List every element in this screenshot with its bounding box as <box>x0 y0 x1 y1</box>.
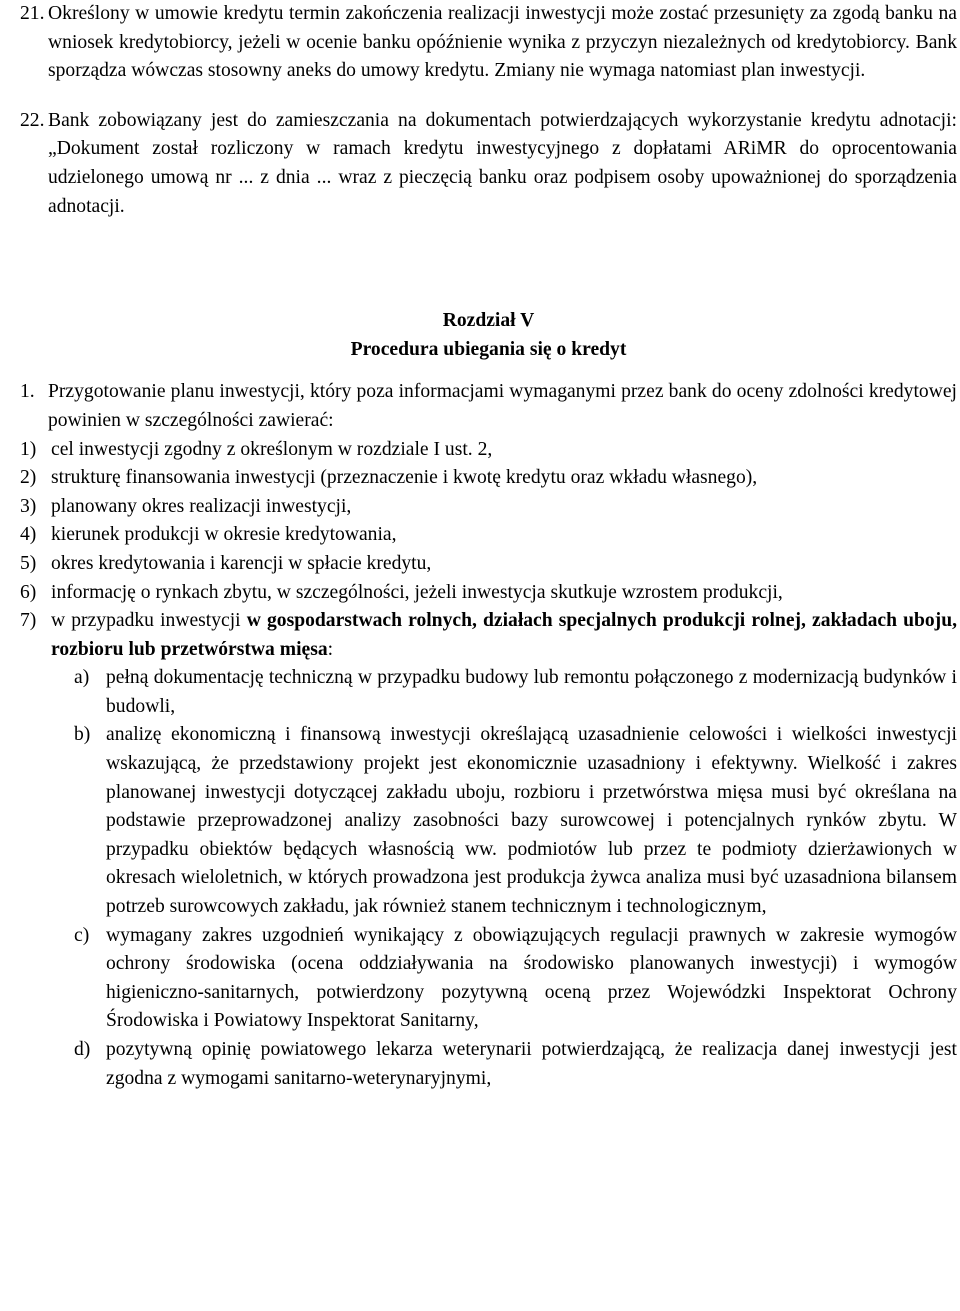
item-label: 5) <box>20 552 37 574</box>
chapter-title: Procedura ubiegania się o kredyt <box>350 338 627 360</box>
paragraph-22 <box>20 107 957 221</box>
item-text: wymagany zakres uzgodnień wynikający z obowiązujących regulacji prawnych w zakresie wymogów ochrony środowiska (ocena oddziaływania na środowisko planowanych inwestycji) i wymogów higieniczno-sanitarnych, potwierdzony pozytywną oceną przez Wojewódzki Inspektorat Ochrony Środowiska i Powiatowy Inspektorat Sanitarny, <box>106 924 957 1032</box>
section-1 <box>20 378 957 435</box>
chapter-number: Rozdział V <box>442 310 535 332</box>
list-item <box>20 436 957 465</box>
item-text: pełną dokumentację techniczną w przypadku budowy lub remontu połączonego z modernizacją budynków i budowli, <box>106 667 957 717</box>
item-text-bold: w gospodarstwach rolnych, działach specjalnych produkcji rolnej, zakładach uboju, rozbioru lub przetwórstwa mięsa <box>51 610 958 660</box>
list-item <box>20 521 957 550</box>
item-label: a) <box>74 667 90 689</box>
section-number: 1. <box>20 381 35 403</box>
item-text: analizę ekonomiczną i finansową inwestycji określającą uzasadnienie celowości i wielkości inwestycji wskazującą, że przedstawiony projekt jest ekonomicznie uzasadniony i efektywny. Wielkość i zakres planowanej inwestycji dotyczącej zakładu uboju, rozbioru i przetwórstwa mięsa musi być określana na podstawie przeprowadzonej analizy zasobności bazy surowcowej i potencjalnych rynków zbytu. W przypadku obiektów będących własnością ww. podmiotów lub przez te podmioty dzierżawionych w okresach wieloletnich, w których prowadzona jest produkcja żywca analiza musi być uzasadniona bilansem potrzeb surowcowych zakładu, jak również stanem technicznym i technologicznym, <box>106 724 957 918</box>
item-text <box>51 607 957 664</box>
item-list <box>20 436 957 608</box>
item-text-suffix: : <box>327 638 334 660</box>
section-intro: Przygotowanie planu inwestycji, który poza informacjami wymaganymi przez bank do oceny zdolności kredytowej powinien w szczególności zawierać: <box>48 381 957 431</box>
item-text-prefix: w przypadku inwestycji <box>51 610 247 632</box>
paragraph-number: 22. <box>20 109 45 131</box>
item-label: 7) <box>20 610 37 632</box>
list-item <box>20 464 957 493</box>
paragraph-text: Określony w umowie kredytu termin zakończenia realizacji inwestycji może zostać przesunięty za zgodą banku na wniosek kredytobiorcy, jeżeli w ocenie banku opóźnienie wynika z przyczyn niezależnych od kredytobiorcy. Bank sporządza wówczas stosowny aneks do umowy kredytu. Zmiany nie wymaga natomiast plan inwestycji. <box>48 3 957 82</box>
paragraph-text: Bank zobowiązany jest do zamieszczania na dokumentach potwierdzających wykorzystanie kredytu adnotacji: „Dokument został rozliczony w ramach kredytu inwestycyjnego z dopłatami ARiMR do oprocentowania udzielonego umową nr ... z dnia ... wraz z pieczęcią banku oraz podpisem osoby upoważnionej do sporządzenia adnotacji. <box>48 109 957 217</box>
sub-list-item <box>20 721 957 921</box>
sub-list-item <box>20 664 957 721</box>
sub-list-item <box>20 922 957 1036</box>
sub-list-item <box>20 1036 957 1093</box>
list-item-7 <box>20 607 957 664</box>
item-text: okres kredytowania i karencji w spłacie kredytu, <box>51 552 432 574</box>
chapter-heading <box>20 307 957 364</box>
item-label: 3) <box>20 495 37 517</box>
item-label: 6) <box>20 581 37 603</box>
item-label: 1) <box>20 438 37 460</box>
list-item <box>20 493 957 522</box>
item-label: 4) <box>20 524 37 546</box>
item-label: c) <box>74 924 90 946</box>
paragraph-number: 21. <box>20 3 45 24</box>
item-text: informację o rynkach zbytu, w szczególności, jeżeli inwestycja skutkuje wzrostem produkcji, <box>51 581 783 603</box>
paragraph-21 <box>20 0 957 86</box>
item-text: pozytywną opinię powiatowego lekarza weterynarii potwierdzającą, że realizacja danej inwestycji jest zgodna z wymogami sanitarno-weterynaryjnymi, <box>106 1039 957 1089</box>
item-text: cel inwestycji zgodny z określonym w rozdziale I ust. 2, <box>51 438 493 460</box>
list-item <box>20 550 957 579</box>
subitem-list <box>20 664 957 1093</box>
item-text: planowany okres realizacji inwestycji, <box>51 495 352 517</box>
item-label: 2) <box>20 467 37 489</box>
item-label: d) <box>74 1039 91 1060</box>
item-text: kierunek produkcji w okresie kredytowania, <box>51 524 397 546</box>
item-text: strukturę finansowania inwestycji (przeznaczenie i kwotę kredytu oraz wkładu własnego), <box>51 467 758 489</box>
item-label: b) <box>74 724 91 746</box>
list-item <box>20 579 957 608</box>
